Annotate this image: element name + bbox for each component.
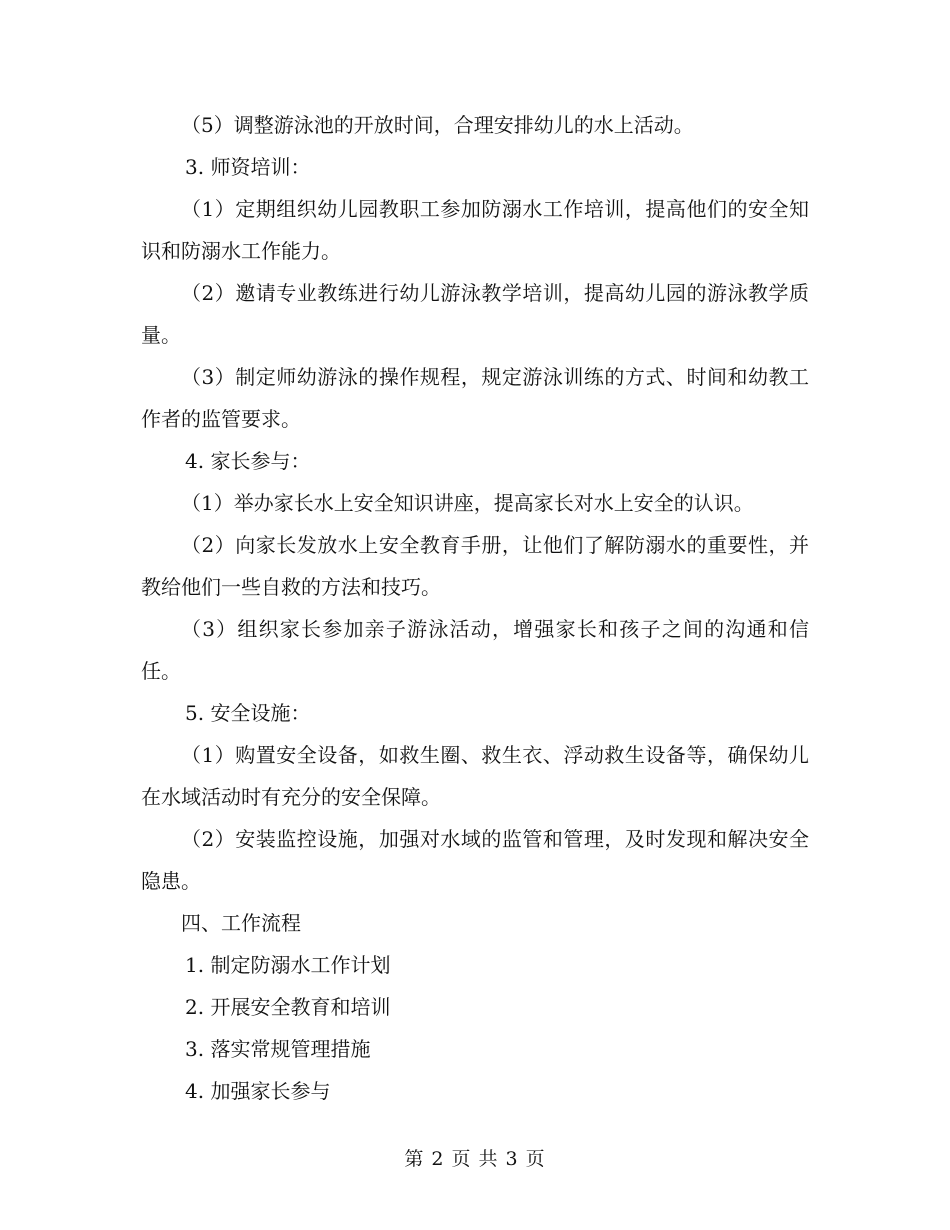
list-item: 1. 制定防溺水工作计划	[185, 953, 391, 977]
list-item: 2. 开展安全教育和培训	[185, 995, 391, 1019]
paragraph: （5）调整游泳池的开放时间，合理安排幼儿的水上活动。	[181, 113, 694, 137]
section-heading: 3. 师资培训：	[185, 155, 311, 179]
document-body	[141, 104, 809, 1112]
paragraph: （2）向家长发放水上安全教育手册，让他们了解防溺水的重要性，并教给他们一些自救的方法和技巧。	[141, 533, 809, 599]
section-heading: 4. 家长参与：	[185, 449, 311, 473]
list-item: 4. 加强家长参与	[185, 1079, 331, 1103]
page-footer: 第 2 页 共 3 页	[404, 1148, 546, 1170]
paragraph: （2）邀请专业教练进行幼儿游泳教学培训，提高幼儿园的游泳教学质量。	[141, 281, 809, 347]
section-heading: 四、工作流程	[181, 911, 301, 935]
paragraph: （2）安装监控设施，加强对水域的监管和管理，及时发现和解决安全隐患。	[141, 827, 809, 893]
list-item: 3. 落实常规管理措施	[185, 1037, 371, 1061]
paragraph: （1）举办家长水上安全知识讲座，提高家长对水上安全的认识。	[181, 491, 754, 515]
section-heading: 5. 安全设施：	[185, 701, 311, 725]
paragraph: （3）组织家长参加亲子游泳活动，增强家长和孩子之间的沟通和信任。	[141, 617, 809, 683]
paragraph: （1）购置安全设备，如救生圈、救生衣、浮动救生设备等，确保幼儿在水域活动时有充分的安全保障。	[141, 743, 809, 809]
paragraph: （1）定期组织幼儿园教职工参加防溺水工作培训，提高他们的安全知识和防溺水工作能力。	[141, 197, 809, 263]
paragraph: （3）制定师幼游泳的操作规程，规定游泳训练的方式、时间和幼教工作者的监管要求。	[141, 365, 809, 431]
